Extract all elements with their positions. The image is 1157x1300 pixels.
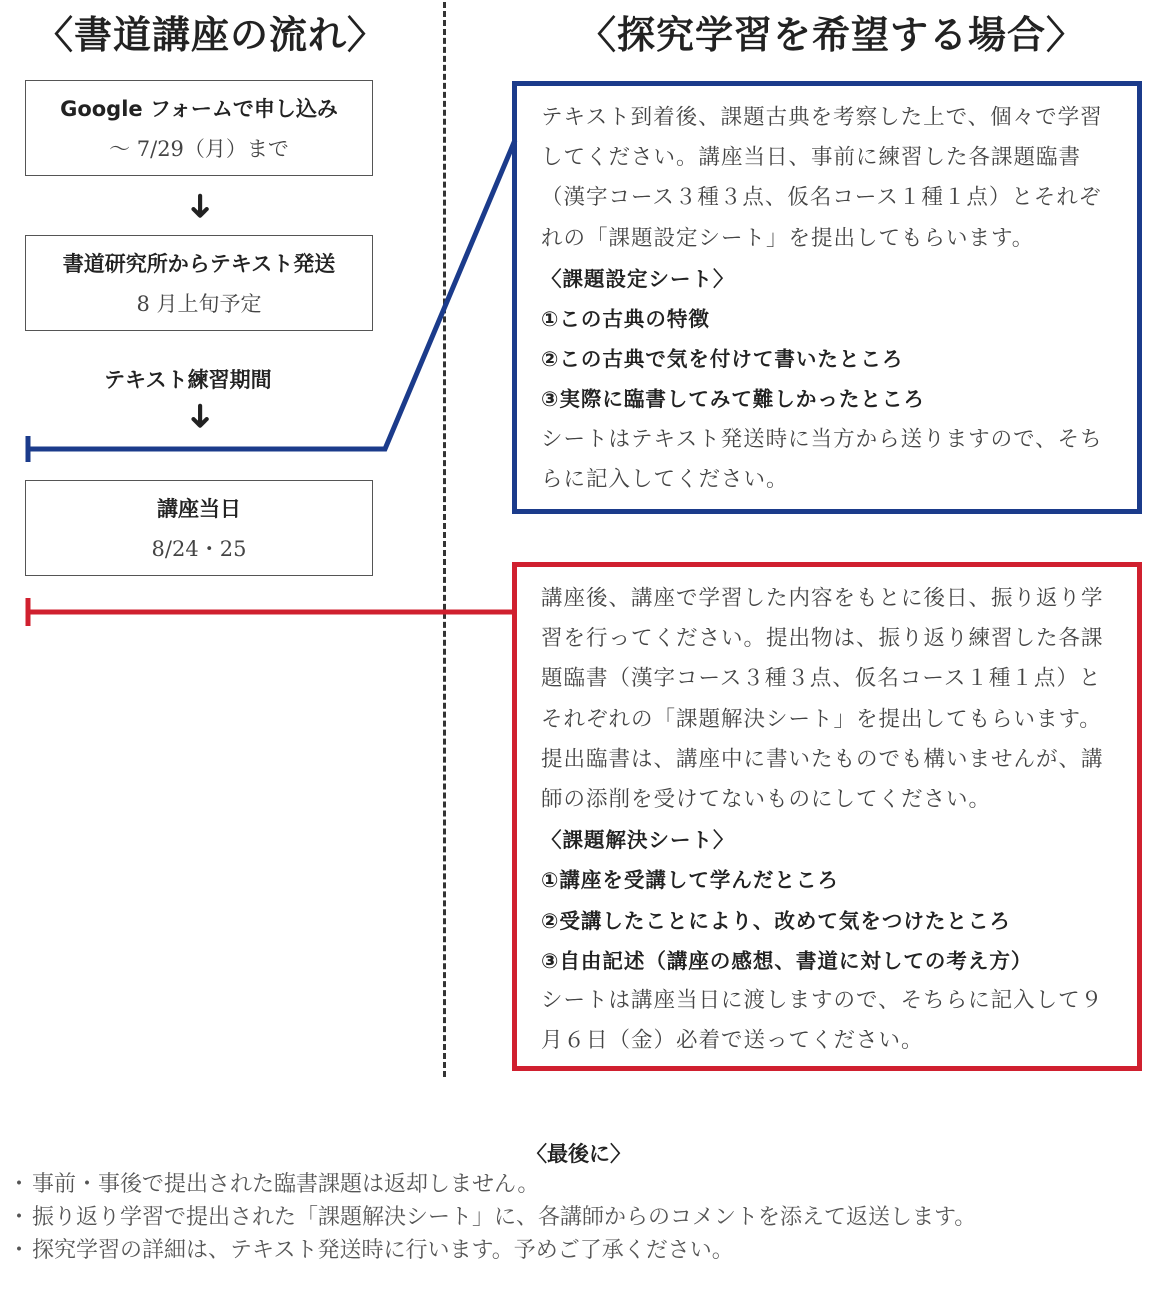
step-apply-title: Google フォームで申し込み	[60, 97, 338, 121]
step-lecture-day-date: 8/24・25	[151, 537, 247, 561]
pre-study-intro: テキスト到着後、課題古典を考察した上で、個々で学習してください。講座当日、事前に練習した各課題臨書（漢字コース３種３点、仮名コース１種１点）とそれぞれの「課題設定シート」を提出してもらいます。	[541, 105, 1103, 251]
pre-study-item: ③実際に臨書してみて難しかったところ	[541, 387, 925, 412]
step-text-shipping-date: 8 月上旬予定	[136, 292, 262, 316]
final-note-text: 振り返り学習で提出された「課題解決シート」に、各講師からのコメントを添えて返送します。	[32, 1205, 977, 1230]
blue-connector	[28, 140, 515, 462]
final-note-text: 探究学習の詳細は、テキスト発送時に行います。予めご了承ください。	[32, 1238, 734, 1263]
final-note	[8, 1234, 1138, 1267]
bullet-icon: ・	[8, 1205, 31, 1230]
practice-period-label: テキスト練習期間	[104, 368, 272, 392]
step-apply-date: ～ 7/29（月）まで	[109, 137, 289, 161]
final-note	[8, 1168, 1138, 1201]
pre-study-sheet-label: 〈課題設定シート〉	[541, 266, 735, 291]
review-study-item: ①講座を受講して学んだところ	[541, 868, 839, 893]
down-arrow-icon: ➜	[180, 191, 220, 221]
final-notes-title: 〈最後に〉	[526, 1142, 631, 1166]
pre-study-footer: シートはテキスト発送時に当方から送りますので、そちらに記入してください。	[541, 426, 1103, 492]
review-study-footer: シートは講座当日に渡しますので、そちらに記入して９月６日（金）必着で送ってください。	[541, 988, 1104, 1054]
review-study-sheet-label: 〈課題解決シート〉	[541, 828, 735, 853]
pre-study-box	[512, 81, 1142, 514]
review-study-intro: 講座後、講座で学習した内容をもとに後日、振り返り学習を行ってください。提出物は、振り返り練習した各課題臨書（漢字コース３種３点、仮名コース１種１点）とそれぞれの「課題解決シート」を提出してもらいます。提出臨書は、講座中に書いたものでも構いませんが、講師の添削を受けてないものにしてください。	[541, 586, 1104, 813]
final-notes-list	[8, 1168, 1138, 1267]
final-note-text: 事前・事後で提出された臨書課題は返却しません。	[32, 1172, 540, 1197]
review-study-item: ③自由記述（講座の感想、書道に対しての考え方）	[541, 948, 1033, 973]
step-text-shipping-title: 書道研究所からテキスト発送	[62, 252, 336, 276]
pre-study-item: ②この古典で気を付けて書いたところ	[541, 347, 904, 372]
bullet-icon: ・	[8, 1172, 31, 1197]
step-lecture-day-title: 講座当日	[157, 497, 241, 521]
right-heading: 〈探究学習を希望する場合〉	[578, 13, 1086, 57]
left-heading: 〈書道講座の流れ〉	[35, 13, 387, 57]
review-study-item: ②受講したことにより、改めて気をつけたところ	[541, 908, 1011, 933]
final-note	[8, 1201, 1138, 1234]
review-study-box	[512, 562, 1142, 1071]
bullet-icon: ・	[8, 1238, 31, 1263]
down-arrow-icon: ➜	[180, 401, 220, 431]
red-connector	[28, 598, 512, 626]
pre-study-item: ①この古典の特徴	[541, 307, 710, 332]
